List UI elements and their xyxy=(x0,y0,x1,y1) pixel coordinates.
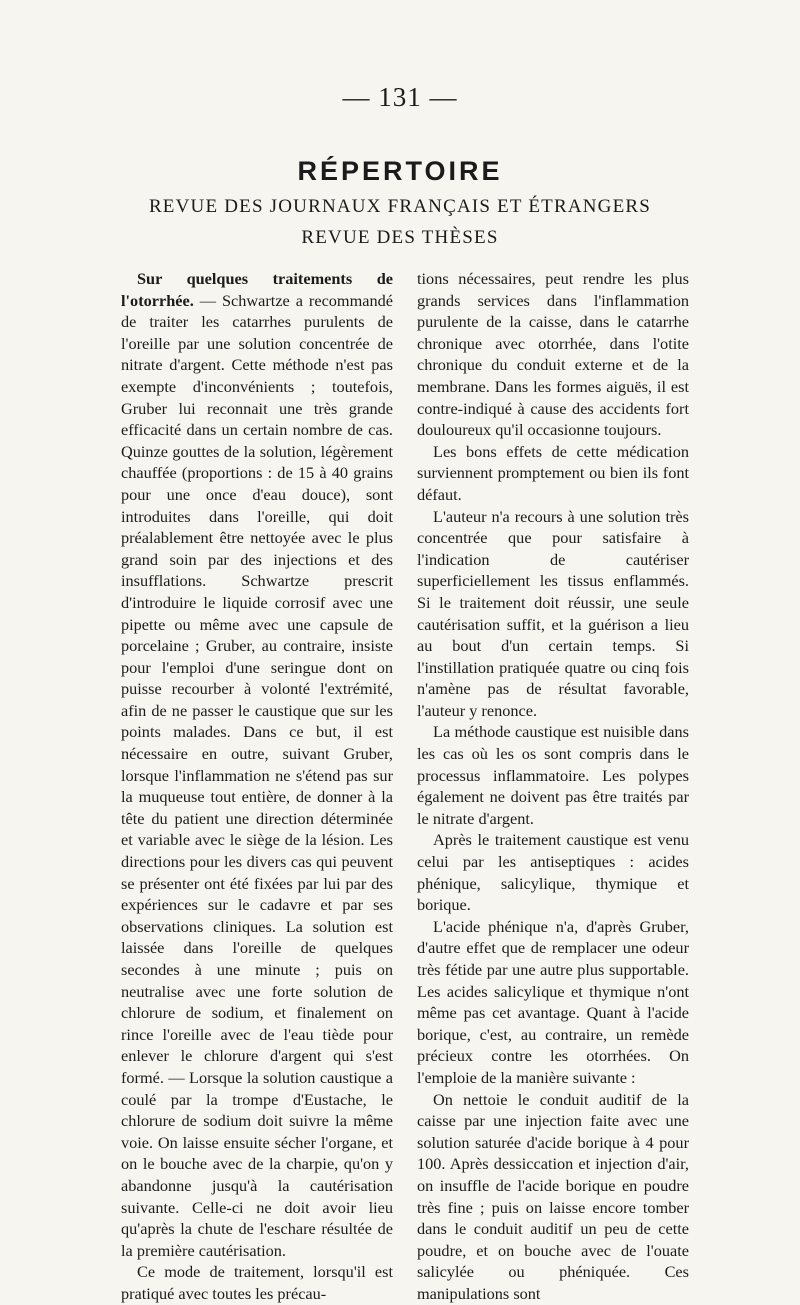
paragraph: L'auteur n'a recours à une solution très concentrée que pour satisfaire à l'indication de cautériser superficiellement les tissus enflammés. Si le traitement doit réussir, une seule cautérisation suffit, et la guérison a lieu au bout d'un certain temps. Si l'instillation pratiquée quatre ou cinq fois n'amène pas de résultat favorable, l'auteur y renonce. xyxy=(417,506,689,720)
page-number: — 131 — xyxy=(342,82,458,112)
paragraph xyxy=(121,268,393,1261)
paragraph: On nettoie le conduit auditif de la caisse par une injection faite avec une solution saturée d'acide borique à 4 pour 100. Après dessiccation et injection d'air, on insuffle de l'acide borique en poudre très fine ; puis on laisse encore tomber dans le conduit auditif un peu de cette poudre, et on bouche avec de l'ouate salicylée ou phéniquée. Ces manipulations sont xyxy=(417,1089,689,1303)
section-subheading-journals: REVUE DES JOURNAUX FRANÇAIS ET ÉTRANGERS xyxy=(148,196,652,217)
section-subheading-theses: REVUE DES THÈSES xyxy=(301,227,499,248)
left-column xyxy=(121,268,393,1305)
paragraph-text: — Schwartze a recommandé de traiter les catarrhes purulents de l'oreille par une solution concentrée de nitrate d'argent. Cette méthode n'est pas exempte d'inconvénients ; toutefois, Gruber lui reconnait une très grande efficacité dans un certain nombre de cas. Quinze gouttes de la solution, légèrement chauffée (proportions : de 15 à 40 grains pour une once d'eau douce), sont introduites dans l'oreille, qui doit préalablement être nettoyée avec le plus grand soin par des injections et des insufflations. Schwartze prescrit d'introduire le liquide corrosif avec une pipette ou même avec une capsule de porcelaine ; Gruber, au contraire, insiste pour l'emploi d'une seringue dont on puisse recourber à volonté l'extrémité, afin de ne passer le caustique que sur les points malades. Dans ce but, il est nécessaire en outre, suivant Gruber, lorsque l'inflammation ne s'étend pas sur la muqueuse tout entière, de donner à la tête du patient une direction déterminée et variable avec le siège de la lésion. Les directions pour les divers cas qui peuvent se présenter ont été fixées par lui par des expériences sur le cadavre et par ses observations cliniques. La solution est laissée dans l'oreille de quelques secondes à une minute ; puis on neutralise avec une forte solution de chlorure de sodium, et finalement on rince l'oreille avec de l'eau tiède pour enlever le chlorure d'argent qui s'est formé. — Lorsque la solution caustique a coulé par la trompe d'Eustache, le chlorure de sodium doit suivre la même voie. On laisse ensuite sécher l'organe, et on le bouche avec de la charpie, qu'on y abandonne jusqu'à la cautérisation suivante. Celle-ci ne doit avoir lieu qu'après la chute de l'eschare résultée de la première cautérisation. xyxy=(121,290,393,1260)
paragraph: Ce mode de traitement, lorsqu'il est pratiqué avec toutes les précau- xyxy=(121,1262,393,1303)
paragraph: L'acide phénique n'a, d'après Gruber, d'autre effet que de remplacer une odeur très fétide par une autre plus supportable. Les acides salicylique et thymique n'ont même pas cet avantage. Quant à l'acide borique, c'est, au contraire, un remède précieux contre les otorrhées. On l'emploie de la manière suivante : xyxy=(417,916,689,1087)
right-column xyxy=(417,268,689,1305)
paragraph: La méthode caustique est nuisible dans les cas où les os sont compris dans le processus inflammatoire. Les polypes également ne doivent pas être traités par le nitrate d'argent. xyxy=(417,722,689,828)
paragraph: Après le traitement caustique est venu celui par les antiseptiques : acides phénique, salicylique, thymique et borique. xyxy=(417,830,689,915)
section-heading: RÉPERTOIRE xyxy=(297,156,503,186)
paragraph: Les bons effets de cette médication surviennent promptement ou bien ils font défaut. xyxy=(417,441,689,504)
paragraph: tions nécessaires, peut rendre les plus grands services dans l'inflammation purulente de la caisse, dans le catarrhe chronique avec otorrhée, dans l'otite chronique du conduit externe et de la membrane. Dans les formes aiguës, il est contre-indiqué à cause des accidents fort douloureux qu'il occasionne toujours. xyxy=(417,269,689,440)
article-title: Sur quelques traitements de l'otorrhée. xyxy=(121,269,393,310)
